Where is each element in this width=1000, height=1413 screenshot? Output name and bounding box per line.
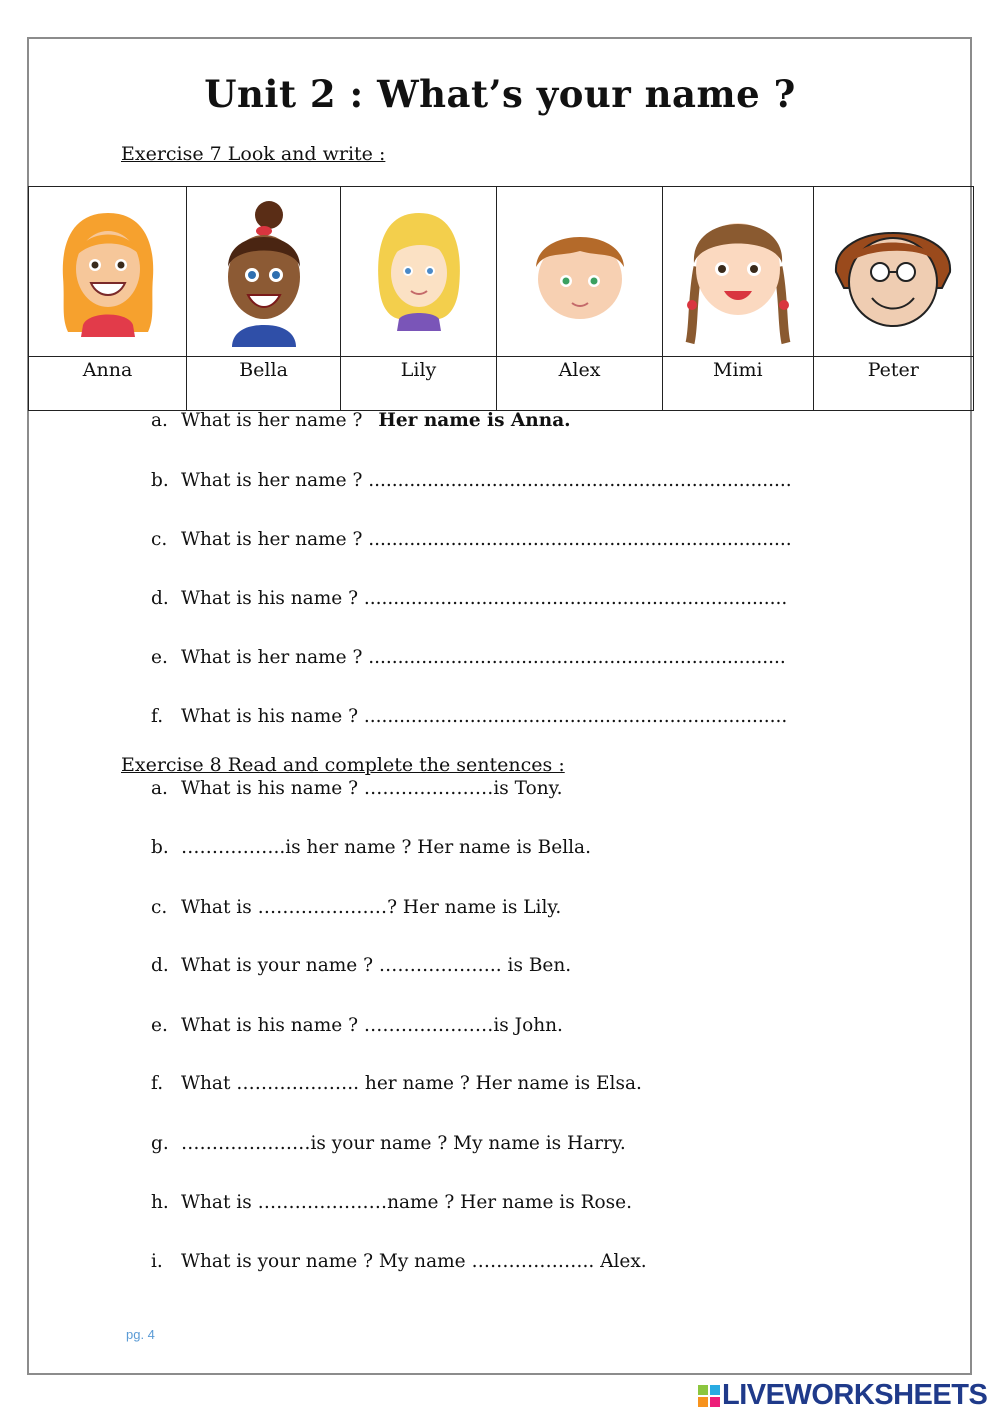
sentence-label: f. (151, 1073, 164, 1094)
exercise-8-sentence[interactable] (151, 778, 563, 799)
sentence-label: d. (151, 955, 169, 976)
exercise-7-heading: Exercise 7 Look and write : (121, 143, 386, 165)
face-name-label: Peter (813, 357, 973, 411)
sentence-label: c. (151, 897, 168, 918)
question-text: What is her name ? (181, 410, 363, 431)
man-glasses-icon (828, 212, 958, 332)
sentence-label: h. (151, 1192, 169, 1213)
question-text[interactable]: What is her name ? ........................................................................ (181, 529, 792, 550)
exercise-8-sentence[interactable] (151, 1015, 563, 1036)
question-label: e. (151, 647, 168, 668)
exercise-8-sentence[interactable] (151, 897, 561, 918)
question-label: a. (151, 410, 168, 431)
question-text[interactable]: What is her name ? ........................................................................ (181, 470, 792, 491)
face-name-label: Anna (29, 357, 187, 411)
girl-bun-hair-icon (214, 197, 314, 347)
exercise-7-question[interactable] (151, 706, 787, 727)
exercise-8-sentence[interactable] (151, 1192, 632, 1213)
sentence-text[interactable]: …………………is your name ? My name is Harry. (181, 1133, 626, 1154)
brand-text: LIVEWORKSHEETS (722, 1379, 988, 1411)
question-label: c. (151, 529, 168, 550)
logo-squares-icon (698, 1385, 720, 1407)
sentence-text[interactable]: What ……………….. her name ? Her name is Elsa. (181, 1073, 642, 1094)
sentence-text[interactable]: What is his name ? …………………is John. (181, 1015, 563, 1036)
girl-braids-icon (678, 197, 798, 347)
face-name-label: Lily (341, 357, 497, 411)
exercise-8-sentence[interactable] (151, 1251, 647, 1272)
boy-brown-hair-icon (520, 217, 640, 327)
sentence-text[interactable]: What is your name ? My name ……………….. Alex. (181, 1251, 647, 1272)
exercise-7-question[interactable] (151, 588, 787, 609)
liveworksheets-logo[interactable] (698, 1379, 987, 1412)
girl-orange-hair-icon (53, 207, 163, 337)
exercise-7-question[interactable] (151, 529, 792, 550)
face-cell-anna (29, 187, 187, 357)
face-cell-bella (187, 187, 341, 357)
exercise-8-sentence[interactable] (151, 955, 571, 976)
question-text[interactable]: What is his name ? ........................................................................ (181, 588, 788, 609)
face-cell-lily (341, 187, 497, 357)
question-label: d. (151, 588, 169, 609)
face-cell-peter (813, 187, 973, 357)
exercise-8-sentence[interactable] (151, 1133, 626, 1154)
example-answer: Her name is Anna. (378, 410, 571, 431)
sentence-label: e. (151, 1015, 168, 1036)
question-label: f. (151, 706, 164, 727)
sentence-text[interactable]: What is …………………? Her name is Lily. (181, 897, 562, 918)
faces-table (28, 186, 974, 411)
sentence-label: b. (151, 837, 169, 858)
exercise-7-question[interactable] (151, 470, 792, 491)
question-text[interactable]: What is her name ? ....................................................................... (181, 647, 786, 668)
exercise-8-heading: Exercise 8 Read and complete the sentences : (121, 754, 565, 776)
exercise-7-question (151, 410, 571, 431)
page-number: pg. 4 (126, 1327, 155, 1342)
face-name-label: Bella (187, 357, 341, 411)
question-text[interactable]: What is his name ? ........................................................................ (181, 706, 788, 727)
question-label: b. (151, 470, 169, 491)
sentence-label: g. (151, 1133, 169, 1154)
exercise-8-sentence[interactable] (151, 1073, 642, 1094)
face-cell-mimi (663, 187, 813, 357)
sentence-text[interactable]: ……………..is her name ? Her name is Bella. (181, 837, 591, 858)
face-cell-alex (496, 187, 662, 357)
exercise-8-sentence[interactable] (151, 837, 591, 858)
exercise-7-question[interactable] (151, 647, 786, 668)
sentence-label: i. (151, 1251, 163, 1272)
sentence-text[interactable]: What is your name ? ……………….. is Ben. (181, 955, 572, 976)
sentence-text[interactable]: What is …………………name ? Her name is Rose. (181, 1192, 632, 1213)
page-title: Unit 2 : What’s your name ? (204, 72, 796, 116)
girl-blonde-hair-icon (369, 207, 469, 337)
sentence-label: a. (151, 778, 168, 799)
face-name-label: Alex (496, 357, 662, 411)
face-name-label: Mimi (663, 357, 813, 411)
sentence-text[interactable]: What is his name ? …………………is Tony. (181, 778, 563, 799)
